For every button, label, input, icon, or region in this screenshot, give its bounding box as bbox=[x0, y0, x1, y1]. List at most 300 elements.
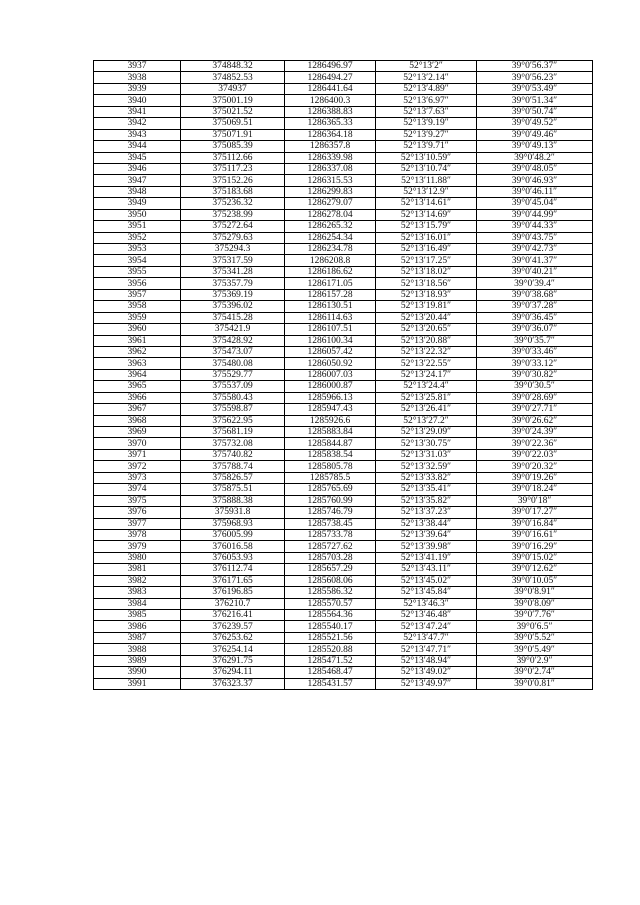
longitude-cell: 39°0′49.13″ bbox=[477, 141, 593, 152]
latitude-cell: 52°13′39.98″ bbox=[376, 541, 477, 552]
latitude-cell: 52°13′14.61″ bbox=[376, 198, 477, 209]
table-row bbox=[94, 346, 593, 357]
longitude-cell: 39°0′42.73″ bbox=[477, 244, 593, 255]
point-number-cell: 3978 bbox=[94, 529, 181, 540]
x-coordinate-cell: 375272.64 bbox=[181, 221, 285, 232]
x-coordinate-cell: 375085.39 bbox=[181, 141, 285, 152]
point-number-cell: 3986 bbox=[94, 621, 181, 632]
longitude-cell: 39°0′10.05″ bbox=[477, 575, 593, 586]
latitude-cell: 52°13′22.32″ bbox=[376, 346, 477, 357]
latitude-cell: 52°13′39.64″ bbox=[376, 529, 477, 540]
longitude-cell: 39°0′56.37″ bbox=[477, 61, 593, 72]
longitude-cell: 39°0′16.61″ bbox=[477, 529, 593, 540]
y-coordinate-cell: 1285570.57 bbox=[285, 598, 376, 609]
longitude-cell: 39°0′39.4″ bbox=[477, 278, 593, 289]
latitude-cell: 52°13′11.88″ bbox=[376, 175, 477, 186]
y-coordinate-cell: 1285657.29 bbox=[285, 564, 376, 575]
table-row bbox=[94, 415, 593, 426]
longitude-cell: 39°0′51.34″ bbox=[477, 95, 593, 106]
y-coordinate-cell: 1285738.45 bbox=[285, 518, 376, 529]
point-number-cell: 3953 bbox=[94, 244, 181, 255]
table-row bbox=[94, 95, 593, 106]
point-number-cell: 3961 bbox=[94, 335, 181, 346]
longitude-cell: 39°0′49.52″ bbox=[477, 118, 593, 129]
point-number-cell: 3973 bbox=[94, 472, 181, 483]
y-coordinate-cell: 1286208.8 bbox=[285, 255, 376, 266]
x-coordinate-cell: 376112.74 bbox=[181, 564, 285, 575]
y-coordinate-cell: 1286114.63 bbox=[285, 312, 376, 323]
latitude-cell: 52°13′46.3″ bbox=[376, 598, 477, 609]
table-row bbox=[94, 529, 593, 540]
point-number-cell: 3951 bbox=[94, 221, 181, 232]
x-coordinate-cell: 375740.82 bbox=[181, 449, 285, 460]
y-coordinate-cell: 1285844.87 bbox=[285, 438, 376, 449]
longitude-cell: 39°0′36.07″ bbox=[477, 324, 593, 335]
point-number-cell: 3979 bbox=[94, 541, 181, 552]
latitude-cell: 52°13′37.23″ bbox=[376, 507, 477, 518]
longitude-cell: 39°0′30.5″ bbox=[477, 381, 593, 392]
y-coordinate-cell: 1285586.32 bbox=[285, 587, 376, 598]
latitude-cell: 52°13′12.9″ bbox=[376, 186, 477, 197]
table-row bbox=[94, 495, 593, 506]
x-coordinate-cell: 374852.53 bbox=[181, 72, 285, 83]
table-row bbox=[94, 324, 593, 335]
point-number-cell: 3991 bbox=[94, 678, 181, 689]
y-coordinate-cell: 1286339.98 bbox=[285, 152, 376, 163]
longitude-cell: 39°0′22.03″ bbox=[477, 449, 593, 460]
table-row bbox=[94, 541, 593, 552]
point-number-cell: 3942 bbox=[94, 118, 181, 129]
longitude-cell: 39°0′15.02″ bbox=[477, 552, 593, 563]
table-row bbox=[94, 564, 593, 575]
x-coordinate-cell: 375238.99 bbox=[181, 209, 285, 220]
latitude-cell: 52°13′38.44″ bbox=[376, 518, 477, 529]
point-number-cell: 3963 bbox=[94, 358, 181, 369]
latitude-cell: 52°13′20.44″ bbox=[376, 312, 477, 323]
y-coordinate-cell: 1285520.88 bbox=[285, 644, 376, 655]
latitude-cell: 52°13′10.74″ bbox=[376, 163, 477, 174]
point-number-cell: 3984 bbox=[94, 598, 181, 609]
latitude-cell: 52°13′29.09″ bbox=[376, 427, 477, 438]
latitude-cell: 52°13′6.97″ bbox=[376, 95, 477, 106]
x-coordinate-cell: 374848.32 bbox=[181, 61, 285, 72]
longitude-cell: 39°0′37.28″ bbox=[477, 301, 593, 312]
table-row bbox=[94, 552, 593, 563]
table-row bbox=[94, 301, 593, 312]
latitude-cell: 52°13′20.88″ bbox=[376, 335, 477, 346]
table-row bbox=[94, 518, 593, 529]
x-coordinate-cell: 375117.23 bbox=[181, 163, 285, 174]
table-row bbox=[94, 610, 593, 621]
x-coordinate-cell: 375681.19 bbox=[181, 427, 285, 438]
longitude-cell: 39°0′19.26″ bbox=[477, 472, 593, 483]
latitude-cell: 52°13′16.01″ bbox=[376, 232, 477, 243]
x-coordinate-cell: 375931.8 bbox=[181, 507, 285, 518]
table-row bbox=[94, 106, 593, 117]
longitude-cell: 39°0′44.99″ bbox=[477, 209, 593, 220]
latitude-cell: 52°13′19.81″ bbox=[376, 301, 477, 312]
y-coordinate-cell: 1285760.99 bbox=[285, 495, 376, 506]
latitude-cell: 52°13′20.65″ bbox=[376, 324, 477, 335]
table-row bbox=[94, 678, 593, 689]
latitude-cell: 52°13′10.59″ bbox=[376, 152, 477, 163]
latitude-cell: 52°13′31.03″ bbox=[376, 449, 477, 460]
y-coordinate-cell: 1285471.52 bbox=[285, 655, 376, 666]
x-coordinate-cell: 375279.63 bbox=[181, 232, 285, 243]
point-number-cell: 3990 bbox=[94, 667, 181, 678]
latitude-cell: 52°13′47.24″ bbox=[376, 621, 477, 632]
y-coordinate-cell: 1285564.36 bbox=[285, 610, 376, 621]
y-coordinate-cell: 1285765.69 bbox=[285, 484, 376, 495]
x-coordinate-cell: 375826.57 bbox=[181, 472, 285, 483]
latitude-cell: 52°13′45.02″ bbox=[376, 575, 477, 586]
y-coordinate-cell: 1285733.78 bbox=[285, 529, 376, 540]
table-row bbox=[94, 667, 593, 678]
point-number-cell: 3989 bbox=[94, 655, 181, 666]
table-row bbox=[94, 255, 593, 266]
longitude-cell: 39°0′2.74″ bbox=[477, 667, 593, 678]
table-row bbox=[94, 232, 593, 243]
point-number-cell: 3968 bbox=[94, 415, 181, 426]
y-coordinate-cell: 1285468.47 bbox=[285, 667, 376, 678]
longitude-cell: 39°0′20.32″ bbox=[477, 461, 593, 472]
point-number-cell: 3944 bbox=[94, 141, 181, 152]
point-number-cell: 3938 bbox=[94, 72, 181, 83]
y-coordinate-cell: 1286265.32 bbox=[285, 221, 376, 232]
y-coordinate-cell: 1286388.83 bbox=[285, 106, 376, 117]
table-row bbox=[94, 381, 593, 392]
table-row bbox=[94, 175, 593, 186]
coordinates-table-body bbox=[94, 61, 593, 690]
y-coordinate-cell: 1285805.78 bbox=[285, 461, 376, 472]
latitude-cell: 52°13′30.75″ bbox=[376, 438, 477, 449]
table-row bbox=[94, 289, 593, 300]
table-row bbox=[94, 141, 593, 152]
y-coordinate-cell: 1285838.54 bbox=[285, 449, 376, 460]
point-number-cell: 3949 bbox=[94, 198, 181, 209]
table-row bbox=[94, 507, 593, 518]
y-coordinate-cell: 1285746.79 bbox=[285, 507, 376, 518]
table-row bbox=[94, 358, 593, 369]
x-coordinate-cell: 376323.37 bbox=[181, 678, 285, 689]
table-row bbox=[94, 632, 593, 643]
latitude-cell: 52°13′41.19″ bbox=[376, 552, 477, 563]
y-coordinate-cell: 1286337.08 bbox=[285, 163, 376, 174]
x-coordinate-cell: 375968.93 bbox=[181, 518, 285, 529]
x-coordinate-cell: 375317.59 bbox=[181, 255, 285, 266]
longitude-cell: 39°0′41.37″ bbox=[477, 255, 593, 266]
longitude-cell: 39°0′18″ bbox=[477, 495, 593, 506]
point-number-cell: 3945 bbox=[94, 152, 181, 163]
y-coordinate-cell: 1286400.3 bbox=[285, 95, 376, 106]
y-coordinate-cell: 1286130.51 bbox=[285, 301, 376, 312]
longitude-cell: 39°0′7.76″ bbox=[477, 610, 593, 621]
y-coordinate-cell: 1285608.06 bbox=[285, 575, 376, 586]
longitude-cell: 39°0′36.45″ bbox=[477, 312, 593, 323]
latitude-cell: 52°13′18.56″ bbox=[376, 278, 477, 289]
x-coordinate-cell: 376216.41 bbox=[181, 610, 285, 621]
x-coordinate-cell: 375071.91 bbox=[181, 129, 285, 140]
table-row bbox=[94, 655, 593, 666]
x-coordinate-cell: 375421.9 bbox=[181, 324, 285, 335]
x-coordinate-cell: 375001.19 bbox=[181, 95, 285, 106]
latitude-cell: 52°13′25.81″ bbox=[376, 392, 477, 403]
table-row bbox=[94, 152, 593, 163]
latitude-cell: 52°13′35.82″ bbox=[376, 495, 477, 506]
longitude-cell: 39°0′53.49″ bbox=[477, 83, 593, 94]
longitude-cell: 39°0′16.29″ bbox=[477, 541, 593, 552]
table-row bbox=[94, 72, 593, 83]
latitude-cell: 52°13′7.63″ bbox=[376, 106, 477, 117]
latitude-cell: 52°13′14.69″ bbox=[376, 209, 477, 220]
point-number-cell: 3967 bbox=[94, 404, 181, 415]
x-coordinate-cell: 376053.93 bbox=[181, 552, 285, 563]
table-row bbox=[94, 129, 593, 140]
x-coordinate-cell: 375428.92 bbox=[181, 335, 285, 346]
point-number-cell: 3987 bbox=[94, 632, 181, 643]
x-coordinate-cell: 375341.28 bbox=[181, 266, 285, 277]
x-coordinate-cell: 376254.14 bbox=[181, 644, 285, 655]
latitude-cell: 52°13′26.41″ bbox=[376, 404, 477, 415]
table-row bbox=[94, 472, 593, 483]
latitude-cell: 52°13′9.71″ bbox=[376, 141, 477, 152]
longitude-cell: 39°0′49.46″ bbox=[477, 129, 593, 140]
y-coordinate-cell: 1285883.84 bbox=[285, 427, 376, 438]
y-coordinate-cell: 1286007.03 bbox=[285, 369, 376, 380]
x-coordinate-cell: 374937 bbox=[181, 83, 285, 94]
latitude-cell: 52°13′18.02″ bbox=[376, 266, 477, 277]
x-coordinate-cell: 375788.74 bbox=[181, 461, 285, 472]
table-row bbox=[94, 61, 593, 72]
latitude-cell: 52°13′22.55″ bbox=[376, 358, 477, 369]
longitude-cell: 39°0′43.75″ bbox=[477, 232, 593, 243]
x-coordinate-cell: 376196.85 bbox=[181, 587, 285, 598]
point-number-cell: 3958 bbox=[94, 301, 181, 312]
table-row bbox=[94, 209, 593, 220]
longitude-cell: 39°0′48.05″ bbox=[477, 163, 593, 174]
table-row bbox=[94, 644, 593, 655]
point-number-cell: 3971 bbox=[94, 449, 181, 460]
longitude-cell: 39°0′22.36″ bbox=[477, 438, 593, 449]
point-number-cell: 3941 bbox=[94, 106, 181, 117]
x-coordinate-cell: 375183.68 bbox=[181, 186, 285, 197]
point-number-cell: 3985 bbox=[94, 610, 181, 621]
longitude-cell: 39°0′5.52″ bbox=[477, 632, 593, 643]
x-coordinate-cell: 375415.28 bbox=[181, 312, 285, 323]
x-coordinate-cell: 375112.66 bbox=[181, 152, 285, 163]
point-number-cell: 3976 bbox=[94, 507, 181, 518]
point-number-cell: 3956 bbox=[94, 278, 181, 289]
point-number-cell: 3966 bbox=[94, 392, 181, 403]
latitude-cell: 52°13′47.71″ bbox=[376, 644, 477, 655]
point-number-cell: 3975 bbox=[94, 495, 181, 506]
table-row bbox=[94, 484, 593, 495]
x-coordinate-cell: 376016.58 bbox=[181, 541, 285, 552]
table-row bbox=[94, 621, 593, 632]
y-coordinate-cell: 1286234.78 bbox=[285, 244, 376, 255]
y-coordinate-cell: 1285521.56 bbox=[285, 632, 376, 643]
y-coordinate-cell: 1285431.57 bbox=[285, 678, 376, 689]
table-row bbox=[94, 221, 593, 232]
longitude-cell: 39°0′38.68″ bbox=[477, 289, 593, 300]
x-coordinate-cell: 375021.52 bbox=[181, 106, 285, 117]
y-coordinate-cell: 1285540.17 bbox=[285, 621, 376, 632]
y-coordinate-cell: 1285785.5 bbox=[285, 472, 376, 483]
longitude-cell: 39°0′40.21″ bbox=[477, 266, 593, 277]
point-number-cell: 3959 bbox=[94, 312, 181, 323]
table-row bbox=[94, 392, 593, 403]
longitude-cell: 39°0′27.71″ bbox=[477, 404, 593, 415]
x-coordinate-cell: 375875.51 bbox=[181, 484, 285, 495]
latitude-cell: 52°13′43.11″ bbox=[376, 564, 477, 575]
table-row bbox=[94, 449, 593, 460]
point-number-cell: 3972 bbox=[94, 461, 181, 472]
table-row bbox=[94, 244, 593, 255]
latitude-cell: 52°13′4.89″ bbox=[376, 83, 477, 94]
latitude-cell: 52°13′47.7″ bbox=[376, 632, 477, 643]
x-coordinate-cell: 375369.19 bbox=[181, 289, 285, 300]
point-number-cell: 3962 bbox=[94, 346, 181, 357]
table-row bbox=[94, 575, 593, 586]
x-coordinate-cell: 376171.65 bbox=[181, 575, 285, 586]
x-coordinate-cell: 375069.51 bbox=[181, 118, 285, 129]
point-number-cell: 3969 bbox=[94, 427, 181, 438]
y-coordinate-cell: 1286050.92 bbox=[285, 358, 376, 369]
table-row bbox=[94, 83, 593, 94]
table-row bbox=[94, 118, 593, 129]
x-coordinate-cell: 375888.38 bbox=[181, 495, 285, 506]
point-number-cell: 3954 bbox=[94, 255, 181, 266]
latitude-cell: 52°13′49.97″ bbox=[376, 678, 477, 689]
point-number-cell: 3982 bbox=[94, 575, 181, 586]
table-row bbox=[94, 312, 593, 323]
latitude-cell: 52°13′27.2″ bbox=[376, 415, 477, 426]
y-coordinate-cell: 1286278.04 bbox=[285, 209, 376, 220]
point-number-cell: 3977 bbox=[94, 518, 181, 529]
point-number-cell: 3957 bbox=[94, 289, 181, 300]
x-coordinate-cell: 375537.09 bbox=[181, 381, 285, 392]
coordinates-table bbox=[93, 60, 593, 690]
x-coordinate-cell: 375236.32 bbox=[181, 198, 285, 209]
latitude-cell: 52°13′24.4″ bbox=[376, 381, 477, 392]
x-coordinate-cell: 375152.26 bbox=[181, 175, 285, 186]
longitude-cell: 39°0′16.84″ bbox=[477, 518, 593, 529]
latitude-cell: 52°13′49.02″ bbox=[376, 667, 477, 678]
latitude-cell: 52°13′9.19″ bbox=[376, 118, 477, 129]
y-coordinate-cell: 1286100.34 bbox=[285, 335, 376, 346]
point-number-cell: 3947 bbox=[94, 175, 181, 186]
table-row bbox=[94, 587, 593, 598]
x-coordinate-cell: 375732.08 bbox=[181, 438, 285, 449]
longitude-cell: 39°0′46.11″ bbox=[477, 186, 593, 197]
y-coordinate-cell: 1286299.83 bbox=[285, 186, 376, 197]
x-coordinate-cell: 375580.43 bbox=[181, 392, 285, 403]
y-coordinate-cell: 1286494.27 bbox=[285, 72, 376, 83]
table-row bbox=[94, 461, 593, 472]
point-number-cell: 3970 bbox=[94, 438, 181, 449]
point-number-cell: 3980 bbox=[94, 552, 181, 563]
y-coordinate-cell: 1286186.62 bbox=[285, 266, 376, 277]
table-row bbox=[94, 186, 593, 197]
longitude-cell: 39°0′5.49″ bbox=[477, 644, 593, 655]
x-coordinate-cell: 376210.7 bbox=[181, 598, 285, 609]
longitude-cell: 39°0′30.82″ bbox=[477, 369, 593, 380]
latitude-cell: 52°13′15.79″ bbox=[376, 221, 477, 232]
x-coordinate-cell: 375357.79 bbox=[181, 278, 285, 289]
y-coordinate-cell: 1286365.33 bbox=[285, 118, 376, 129]
latitude-cell: 52°13′32.59″ bbox=[376, 461, 477, 472]
latitude-cell: 52°13′2.14″ bbox=[376, 72, 477, 83]
x-coordinate-cell: 375529.77 bbox=[181, 369, 285, 380]
y-coordinate-cell: 1286000.87 bbox=[285, 381, 376, 392]
latitude-cell: 52°13′2″ bbox=[376, 61, 477, 72]
longitude-cell: 39°0′8.91″ bbox=[477, 587, 593, 598]
point-number-cell: 3955 bbox=[94, 266, 181, 277]
longitude-cell: 39°0′0.81″ bbox=[477, 678, 593, 689]
point-number-cell: 3988 bbox=[94, 644, 181, 655]
longitude-cell: 39°0′17.27″ bbox=[477, 507, 593, 518]
table-row bbox=[94, 427, 593, 438]
x-coordinate-cell: 375473.07 bbox=[181, 346, 285, 357]
y-coordinate-cell: 1285703.28 bbox=[285, 552, 376, 563]
point-number-cell: 3983 bbox=[94, 587, 181, 598]
point-number-cell: 3952 bbox=[94, 232, 181, 243]
table-row bbox=[94, 598, 593, 609]
x-coordinate-cell: 376005.99 bbox=[181, 529, 285, 540]
x-coordinate-cell: 376239.57 bbox=[181, 621, 285, 632]
y-coordinate-cell: 1286279.07 bbox=[285, 198, 376, 209]
point-number-cell: 3964 bbox=[94, 369, 181, 380]
table-row bbox=[94, 404, 593, 415]
y-coordinate-cell: 1285926.6 bbox=[285, 415, 376, 426]
latitude-cell: 52°13′48.94″ bbox=[376, 655, 477, 666]
longitude-cell: 39°0′33.46″ bbox=[477, 346, 593, 357]
table-row bbox=[94, 438, 593, 449]
point-number-cell: 3965 bbox=[94, 381, 181, 392]
point-number-cell: 3946 bbox=[94, 163, 181, 174]
point-number-cell: 3939 bbox=[94, 83, 181, 94]
point-number-cell: 3960 bbox=[94, 324, 181, 335]
longitude-cell: 39°0′26.62″ bbox=[477, 415, 593, 426]
point-number-cell: 3937 bbox=[94, 61, 181, 72]
longitude-cell: 39°0′50.74″ bbox=[477, 106, 593, 117]
x-coordinate-cell: 376291.75 bbox=[181, 655, 285, 666]
table-row bbox=[94, 369, 593, 380]
table-row bbox=[94, 266, 593, 277]
table-row bbox=[94, 278, 593, 289]
longitude-cell: 39°0′8.09″ bbox=[477, 598, 593, 609]
longitude-cell: 39°0′33.12″ bbox=[477, 358, 593, 369]
longitude-cell: 39°0′12.62″ bbox=[477, 564, 593, 575]
longitude-cell: 39°0′45.04″ bbox=[477, 198, 593, 209]
longitude-cell: 39°0′18.24″ bbox=[477, 484, 593, 495]
point-number-cell: 3943 bbox=[94, 129, 181, 140]
x-coordinate-cell: 376253.62 bbox=[181, 632, 285, 643]
x-coordinate-cell: 375396.02 bbox=[181, 301, 285, 312]
y-coordinate-cell: 1285727.62 bbox=[285, 541, 376, 552]
point-number-cell: 3950 bbox=[94, 209, 181, 220]
latitude-cell: 52°13′18.93″ bbox=[376, 289, 477, 300]
longitude-cell: 39°0′35.7″ bbox=[477, 335, 593, 346]
point-number-cell: 3948 bbox=[94, 186, 181, 197]
y-coordinate-cell: 1286107.51 bbox=[285, 324, 376, 335]
y-coordinate-cell: 1285947.43 bbox=[285, 404, 376, 415]
y-coordinate-cell: 1286057.42 bbox=[285, 346, 376, 357]
x-coordinate-cell: 375480.08 bbox=[181, 358, 285, 369]
y-coordinate-cell: 1286441.64 bbox=[285, 83, 376, 94]
longitude-cell: 39°0′6.5″ bbox=[477, 621, 593, 632]
longitude-cell: 39°0′48.2″ bbox=[477, 152, 593, 163]
